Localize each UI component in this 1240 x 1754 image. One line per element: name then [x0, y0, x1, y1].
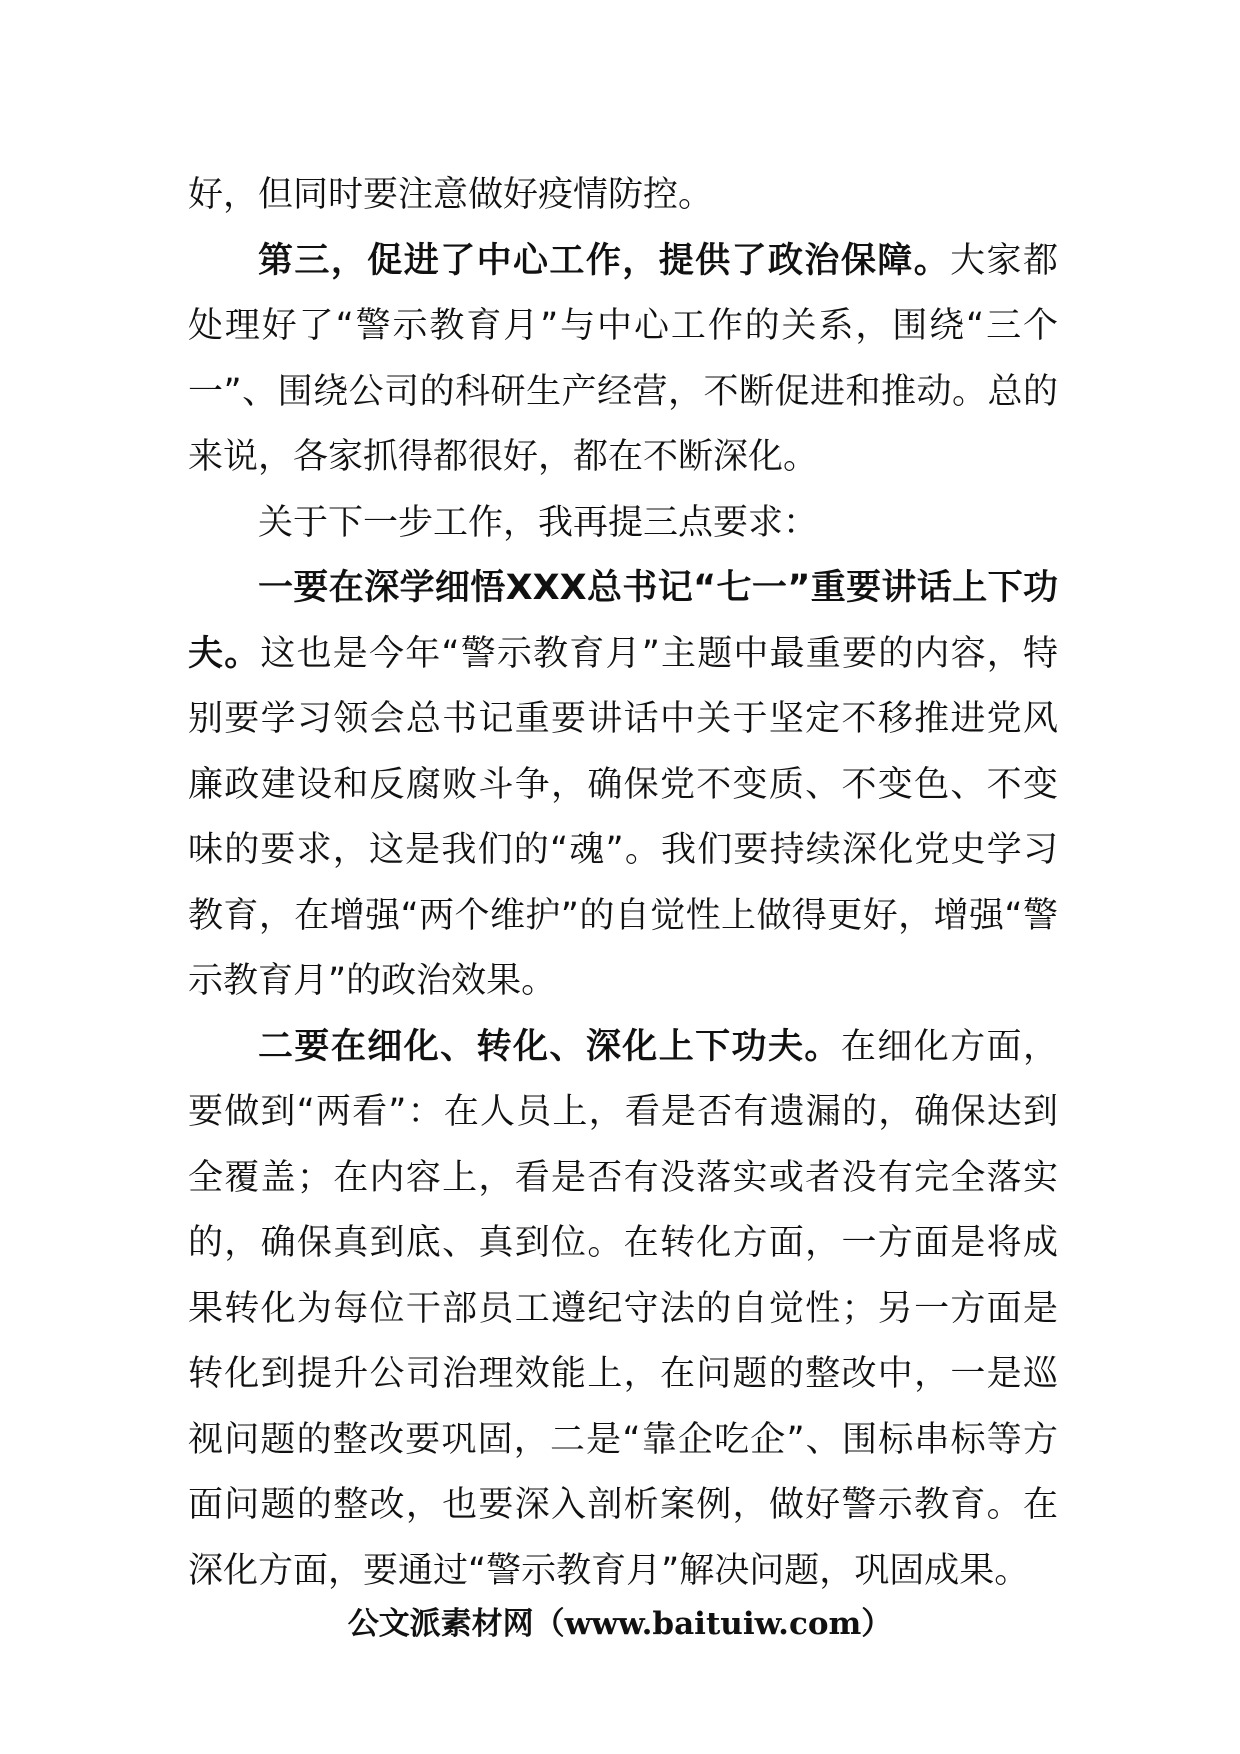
paragraph-continuation: [188, 163, 1058, 229]
paragraph-requirement-one: [188, 556, 1058, 1015]
paragraph-requirement-two: [188, 1015, 1058, 1605]
paragraph-text: 好，但同时要注意做好疫情防控。: [188, 175, 714, 215]
paragraph-text: 在细化方面，要做到“两看”：在人员上，看是否有遗漏的，确保达到全覆盖；在内容上，看是否有没落实或者没有完全落实的，确保真到底、真到位。在转化方面，一方面是将成果转化为每位干部员工遵纪守法的自觉性；另一方面是转化到提升公司治理效能上，在问题的整改中，一是巡视问题的整改要巩固，二是“靠企吃企”、围标串标等方面问题的整改，也要深入剖析案例，做好警示教育。在深化方面，要通过“警示教育月”解决问题，巩固成果。: [188, 1026, 1058, 1591]
paragraph-third-point: [188, 229, 1058, 491]
paragraph-heading: 第三，促进了中心工作，提供了政治保障。: [258, 240, 951, 281]
paragraph-next-steps-intro: [188, 491, 1058, 557]
paragraph-heading: 二要在细化、转化、深化上下功夫。: [258, 1026, 841, 1067]
document-body: [188, 163, 1058, 1604]
paragraph-heading: 一要在深学细悟XXX总书记“七一”重要讲话上下功夫。: [188, 568, 1058, 674]
paragraph-text: 大家都处理好了“警示教育月”与中心工作的关系，围绕“三个一”、围绕公司的科研生产经营，不断促进和推动。总的来说，各家抓得都很好，都在不断深化。: [188, 240, 1058, 477]
paragraph-text: 关于下一步工作，我再提三点要求：: [258, 502, 819, 543]
paragraph-text: 这也是今年“警示教育月”主题中最重要的内容，特别要学习领会总书记重要讲话中关于坚定不移推进党风廉政建设和反腐败斗争，确保党不变质、不变色、不变味的要求，这是我们的“魂”。我们要持续深化党史学习教育，在增强“两个维护”的自觉性上做得更好，增强“警示教育月”的政治效果。: [188, 633, 1058, 1001]
footer-watermark: 公文派素材网（www.baituiw.com）: [347, 1606, 893, 1642]
